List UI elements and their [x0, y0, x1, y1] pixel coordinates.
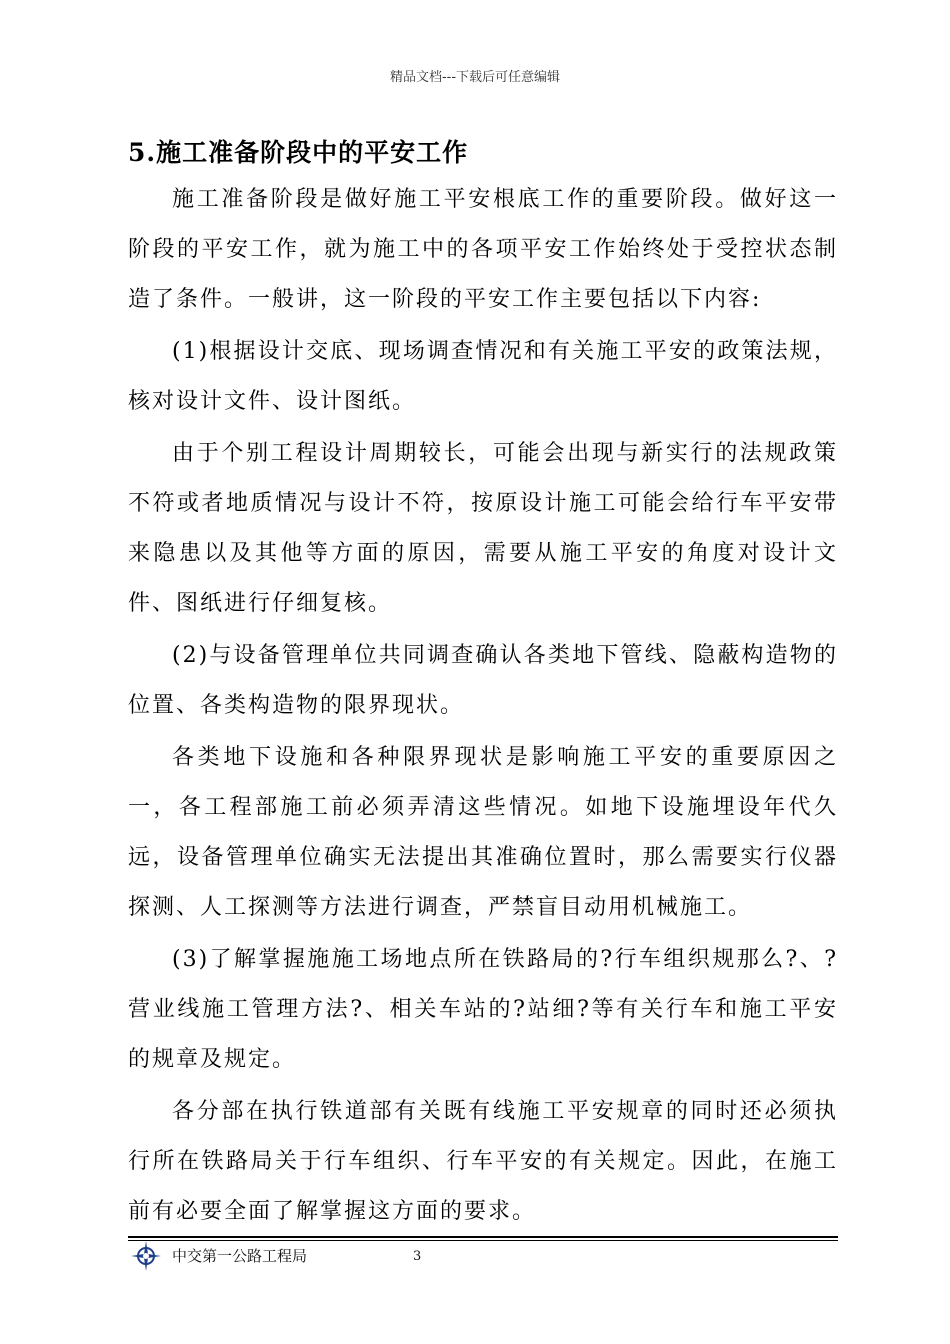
- section-heading: 5.施工准备阶段中的平安工作: [128, 138, 469, 167]
- paragraph: 由于个别工程设计周期较长，可能会出现与新实行的法规政策不符或者地质情况与设计不符，按原设计施工可能会给行车平安带来隐患以及其他等方面的原因，需要从施工平安的角度对设计文件、图纸进行仔细复核。: [128, 441, 838, 616]
- page-number: 3: [413, 1249, 422, 1264]
- paragraph: (1)根据设计交底、现场调查情况和有关施工平安的政策法规，核对设计文件、设计图纸。: [128, 339, 838, 414]
- paragraph: 各分部在执行铁道部有关既有线施工平安规章的同时还必须执行所在铁路局关于行车组织、行车平安的有关规定。因此，在施工前有必要全面了解掌握这方面的要求。: [128, 1099, 838, 1224]
- watermark-text: 精品文档---下载后可任意编辑: [389, 70, 561, 85]
- paragraph: (2)与设备管理单位共同调查确认各类地下管线、隐蔽构造物的位置、各类构造物的限界现状。: [128, 643, 838, 718]
- company-logo-icon: [130, 1240, 162, 1272]
- footer-divider: [128, 1236, 838, 1238]
- body-text: [128, 175, 838, 1239]
- paragraph: (3)了解掌握施施工场地点所在铁路局的?行车组织规那么?、?营业线施工管理方法?、相关车站的?站细?等有关行车和施工平安的规章及规定。: [128, 947, 838, 1072]
- paragraph: 施工准备阶段是做好施工平安根底工作的重要阶段。做好这一阶段的平安工作，就为施工中的各项平安工作始终处于受控状态制造了条件。一般讲，这一阶段的平安工作主要包括以下内容:: [128, 187, 838, 312]
- footer-company-name: 中交第一公路工程局: [172, 1247, 308, 1265]
- footer-divider-thin: [128, 1240, 838, 1241]
- paragraph: 各类地下设施和各种限界现状是影响施工平安的重要原因之一，各工程部施工前必须弄清这些情况。如地下设施埋设年代久远，设备管理单位确实无法提出其准确位置时，那么需要实行仪器探测、人工探测等方法进行调查，严禁盲目动用机械施工。: [128, 745, 838, 920]
